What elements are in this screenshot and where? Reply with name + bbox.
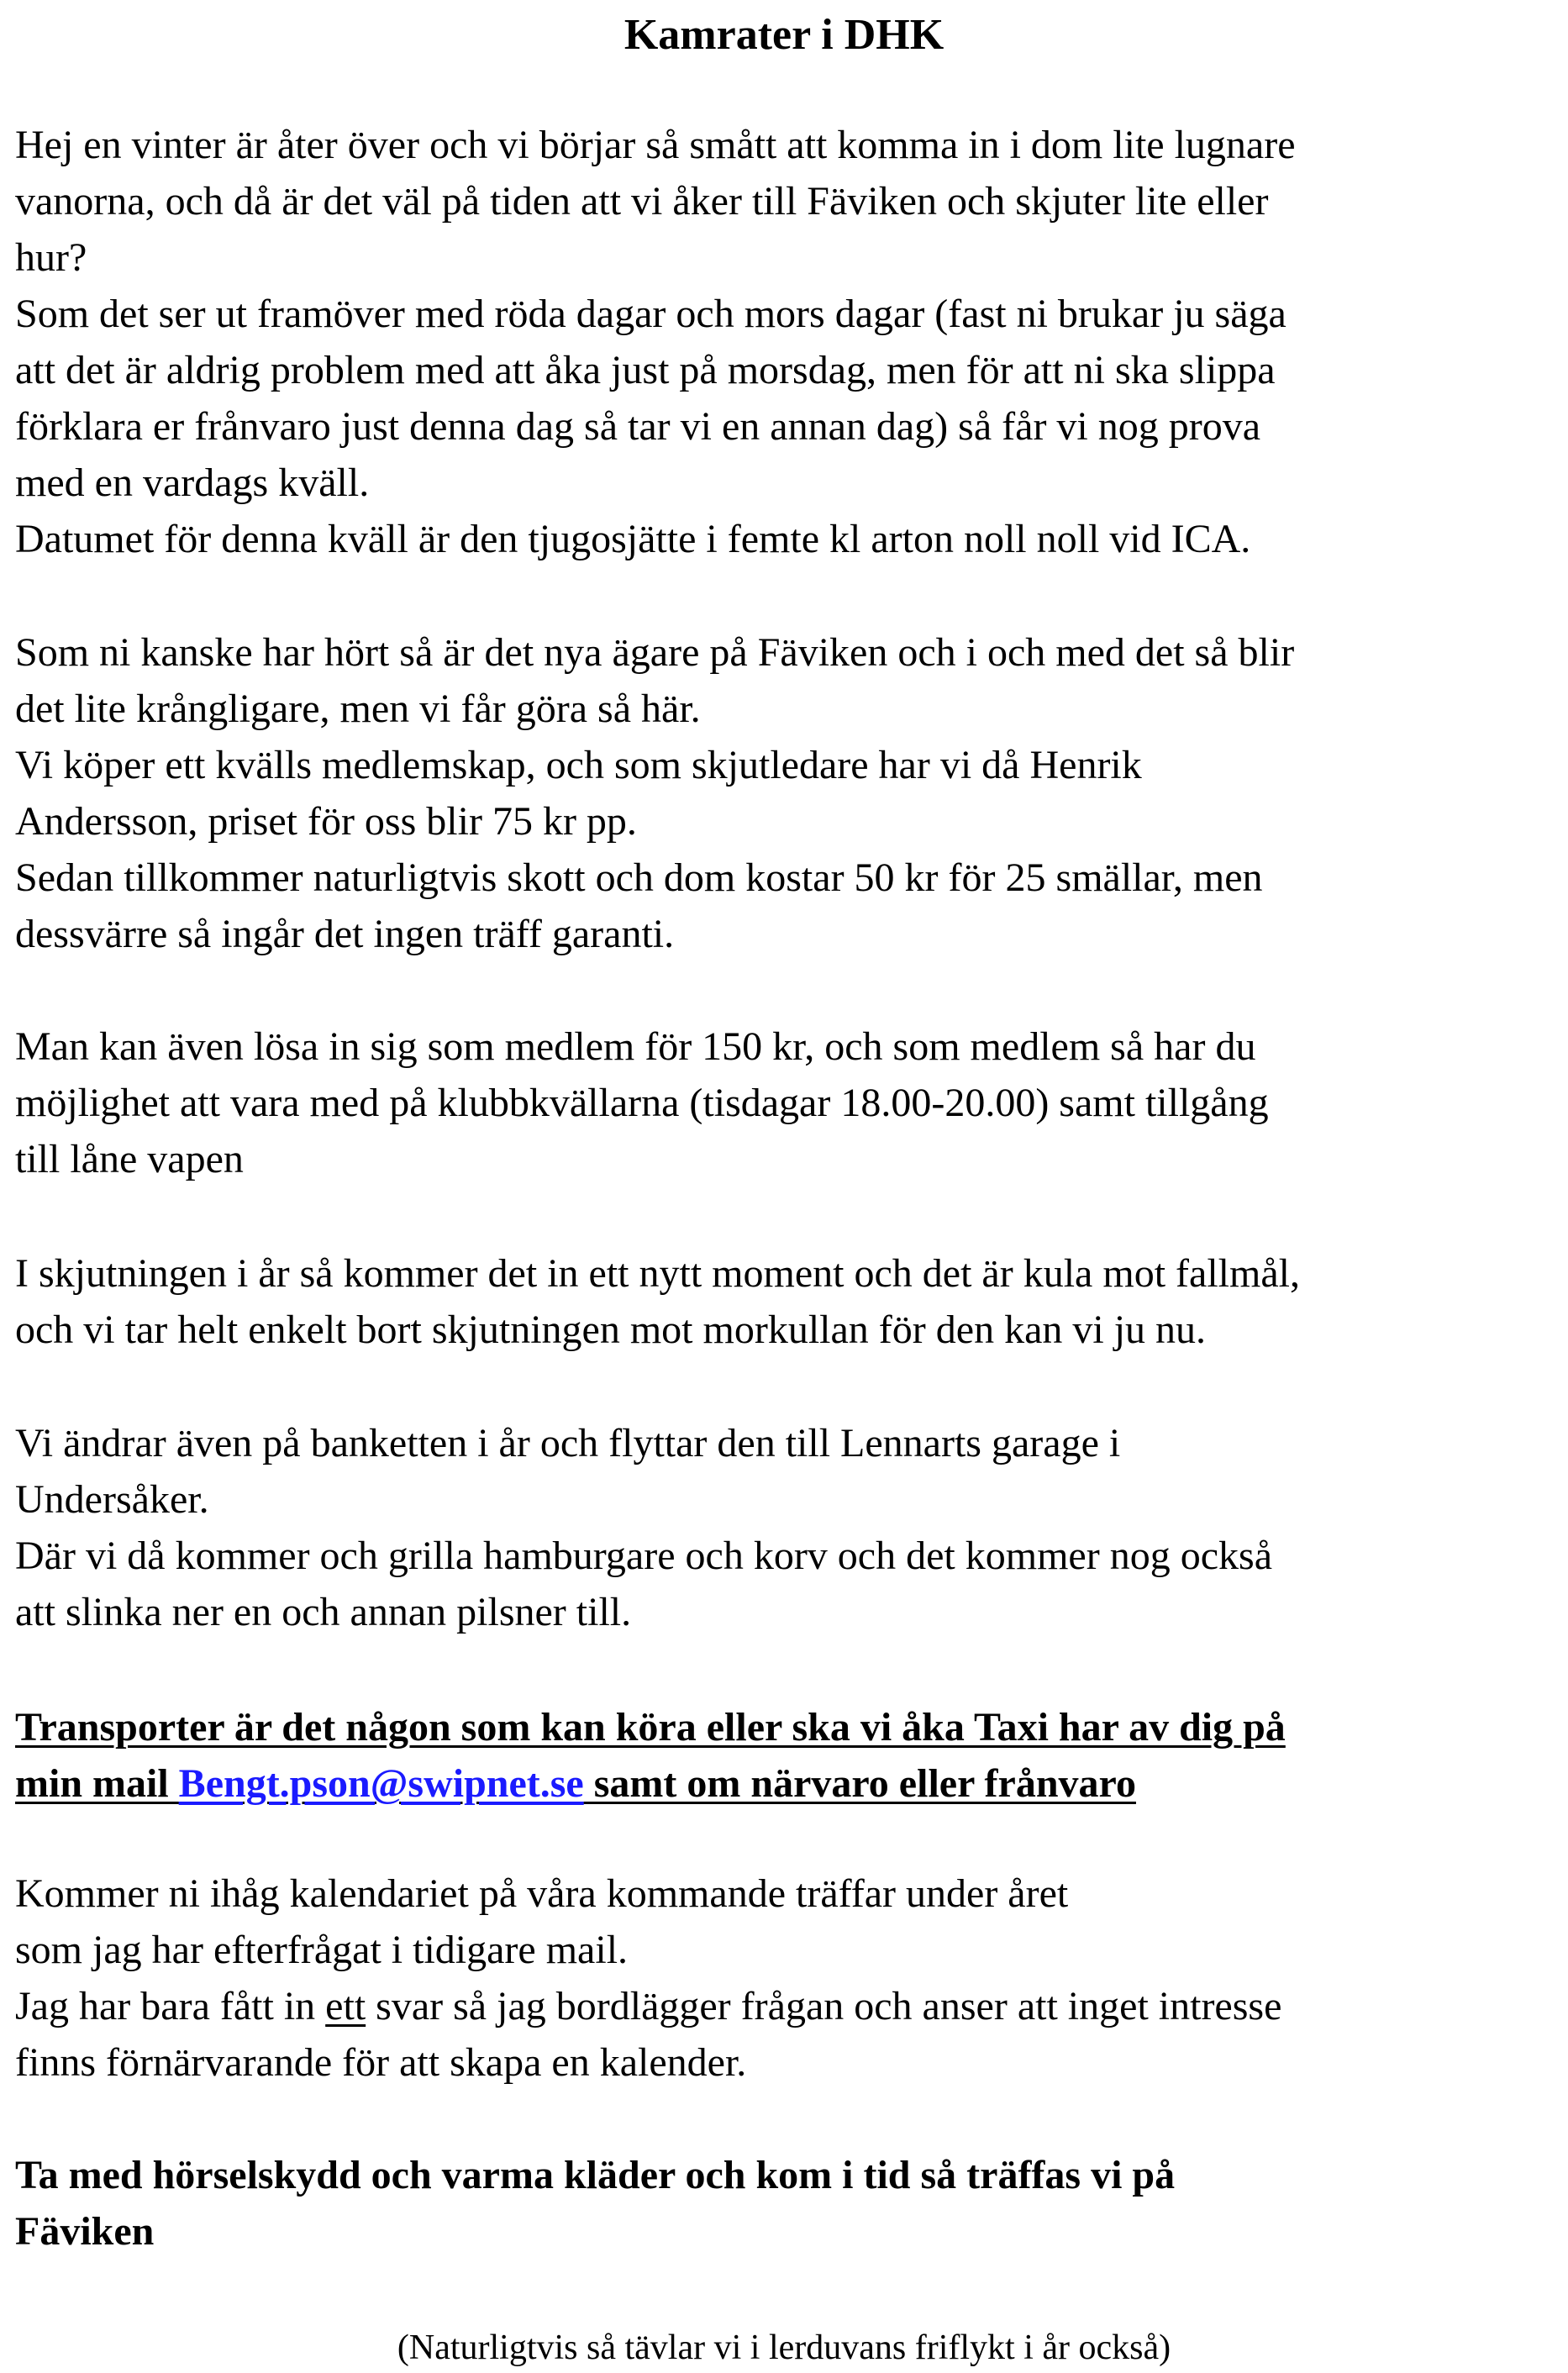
text-segment: min mail	[15, 1761, 179, 1806]
text-line: med en vardags kväll.	[15, 460, 370, 505]
text-line: och vi tar helt enkelt bort skjutningen mot morkullan för den kan vi ju nu.	[15, 1308, 1207, 1352]
paragraph-calendar	[15, 1865, 1553, 2091]
text-line: Sedan tillkommer naturligtvis skott och dom kostar 50 kr för 25 smällar, men	[15, 855, 1263, 900]
paragraph-membership	[15, 1018, 1553, 1187]
text-line: Fäviken	[15, 2209, 155, 2254]
text-line: Vi köper ett kvälls medlemskap, och som skjutledare har vi då Henrik	[15, 743, 1142, 787]
text-segment: samt om närvaro eller frånvaro	[583, 1761, 1136, 1806]
text-line: vanorna, och då är det väl på tiden att vi åker till Fäviken och skjuter lite eller	[15, 179, 1269, 224]
text-line: att slinka ner en och annan pilsner till.	[15, 1590, 632, 1634]
text-segment: Jag har bara fått in	[15, 1984, 326, 2028]
text-line: I skjutningen i år så kommer det in ett nytt moment och det är kula mot fallmål,	[15, 1251, 1300, 1296]
paragraph-banquet	[15, 1415, 1553, 1640]
email-link[interactable]: Bengt.pson@swipnet.se	[178, 1761, 584, 1806]
text-line: som jag har efterfrågat i tidigare mail.	[15, 1928, 629, 1972]
paragraph-intro	[15, 117, 1553, 567]
text-line: hur?	[15, 235, 87, 280]
closing-note: (Naturligtvis så tävlar vi i lerduvans friflykt i år också)	[397, 2328, 1171, 2367]
letter-title: Kamrater i DHK	[624, 11, 944, 59]
text-line: finns förnärvarande för att skapa en kalender.	[15, 2040, 747, 2085]
text-line: Ta med hörselskydd och varma kläder och kom i tid så träffas vi på	[15, 2153, 1176, 2197]
text-line: Som ni kanske har hört så är det nya ägare på Fäviken och i och med det så blir	[15, 630, 1295, 675]
text-line: det lite krångligare, men vi får göra så här.	[15, 687, 701, 731]
text-line: Hej en vinter är åter över och vi börjar så smått att komma in i dom lite lugnare	[15, 123, 1296, 167]
text-line: Datumet för denna kväll är den tjugosjätte i femte kl arton noll noll vid ICA.	[15, 517, 1251, 561]
emphasis-text: ett	[325, 1984, 366, 2028]
text-line: förklara er frånvaro just denna dag så tar vi en annan dag) så får vi nog prova	[15, 404, 1261, 449]
text-line: Transporter är det någon som kan köra eller ska vi åka Taxi har av dig på	[15, 1705, 1286, 1749]
text-line: möjlighet att vara med på klubbkvällarna (tisdagar 18.00-20.00) samt tillgång	[15, 1081, 1269, 1125]
paragraph-reminder	[15, 2147, 1553, 2260]
text-line: Undersåker.	[15, 1477, 209, 1522]
paragraph-shooting-moment	[15, 1245, 1553, 1358]
text-line: till låne vapen	[15, 1137, 244, 1181]
text-line: dessvärre så ingår det ingen träff garanti.	[15, 912, 675, 956]
text-line: Som det ser ut framöver med röda dagar och mors dagar (fast ni brukar ju säga	[15, 292, 1286, 336]
text-line: Man kan även lösa in sig som medlem för 150 kr, och som medlem så har du	[15, 1024, 1256, 1069]
text-line: Vi ändrar även på banketten i år och flyttar den till Lennarts garage i	[15, 1421, 1121, 1465]
text-segment: svar så jag bordlägger frågan och anser att inget intresse	[366, 1984, 1282, 2028]
paragraph-new-owners	[15, 624, 1553, 962]
text-line: Andersson, priset för oss blir 75 kr pp.	[15, 799, 637, 844]
paragraph-transport	[15, 1699, 1553, 1812]
text-line	[15, 1978, 1553, 2034]
text-line: att det är aldrig problem med att åka just på morsdag, men för att ni ska slippa	[15, 348, 1276, 392]
text-line: Där vi då kommer och grilla hamburgare och korv och det kommer nog också	[15, 1534, 1272, 1578]
text-line: Kommer ni ihåg kalendariet på våra kommande träffar under året	[15, 1871, 1069, 1916]
text-line	[15, 1755, 1553, 1812]
